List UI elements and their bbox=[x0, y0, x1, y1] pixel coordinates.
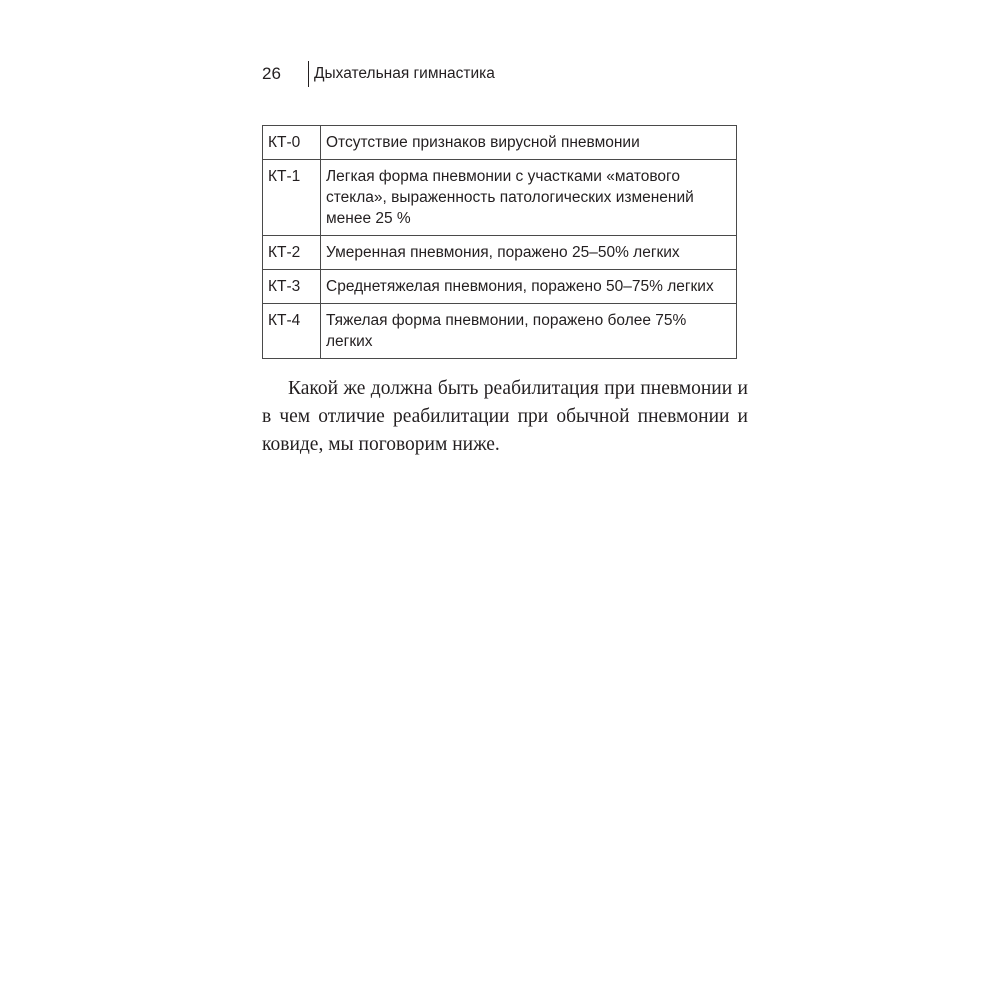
table-row bbox=[263, 126, 737, 160]
table-row bbox=[263, 304, 737, 359]
ct-severity-table bbox=[262, 125, 737, 359]
running-title: Дыхательная гимнастика bbox=[314, 65, 495, 82]
table-cell-code: КТ-4 bbox=[263, 304, 321, 359]
table-cell-description: Среднетяжелая пневмония, поражено 50–75% легких bbox=[321, 270, 737, 304]
table-cell-code: КТ-2 bbox=[263, 236, 321, 270]
table-row bbox=[263, 270, 737, 304]
table-cell-code: КТ-3 bbox=[263, 270, 321, 304]
table-row bbox=[263, 236, 737, 270]
table-cell-code: КТ-1 bbox=[263, 160, 321, 236]
table-cell-code: КТ-0 bbox=[263, 126, 321, 160]
table-cell-description: Отсутствие признаков вирусной пневмонии bbox=[321, 126, 737, 160]
table-cell-description: Легкая форма пневмонии с участками «матового стекла», выраженность патологических изменений менее 25 % bbox=[321, 160, 737, 236]
header-divider bbox=[308, 61, 309, 87]
body-paragraph: Какой же должна быть реабилитация при пневмонии и в чем отличие реабилитации при обычной пневмонии и ковиде, мы поговорим ниже. bbox=[262, 378, 748, 455]
page-number: 26 bbox=[262, 64, 281, 83]
table-cell-description: Умеренная пневмония, поражено 25–50% легких bbox=[321, 236, 737, 270]
table-cell-description: Тяжелая форма пневмонии, поражено более 75% легких bbox=[321, 304, 737, 359]
table-row bbox=[263, 160, 737, 236]
page-header bbox=[262, 60, 495, 88]
